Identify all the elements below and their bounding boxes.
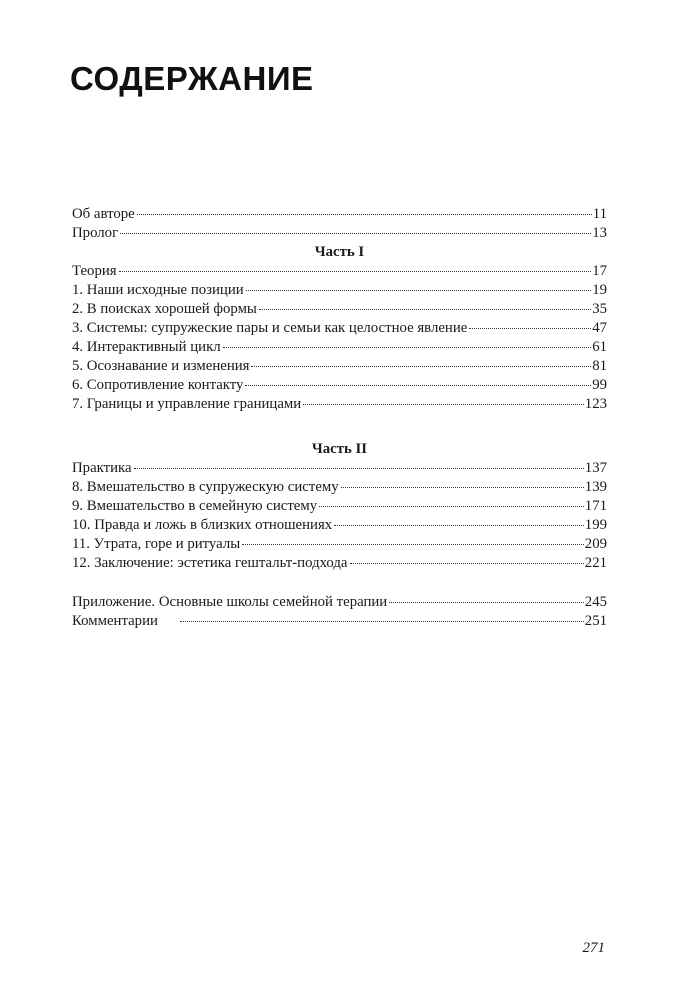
toc-entry-label: 3. Системы: супружеские пары и семьи как целостное явление — [72, 320, 468, 336]
toc-entry-page: 99 — [592, 377, 607, 393]
toc-entry-page: 123 — [584, 396, 607, 412]
toc-entry-label: 9. Вмешательство в семейную систему — [72, 498, 318, 514]
toc-entry-label: 11. Утрата, горе и ритуалы — [72, 536, 241, 552]
toc-entry-chapter-4[interactable] — [72, 338, 607, 357]
toc-entry-chapter-3[interactable] — [72, 319, 607, 338]
toc-entry-chapter-12[interactable] — [72, 554, 607, 573]
toc-entry-theory[interactable] — [72, 262, 607, 281]
toc-entry-about-author[interactable] — [72, 205, 607, 224]
dot-leader — [242, 544, 584, 545]
toc-entry-label: 10. Правда и ложь в близких отношениях — [72, 517, 333, 533]
table-of-contents — [72, 205, 607, 631]
dot-leader — [389, 602, 584, 603]
toc-entry-page: 171 — [584, 498, 607, 514]
toc-entry-page: 17 — [592, 263, 607, 279]
toc-entry-chapter-9[interactable] — [72, 497, 607, 516]
toc-entry-page: 209 — [584, 536, 607, 552]
toc-entry-page: 139 — [584, 479, 607, 495]
page-title: СОДЕРЖАНИЕ — [70, 60, 314, 97]
part-one-heading: Часть I — [314, 244, 365, 260]
dot-leader — [259, 309, 591, 310]
dot-leader — [319, 506, 584, 507]
toc-entry-page: 251 — [584, 613, 607, 629]
dot-leader — [137, 214, 592, 215]
part-two-heading: Часть II — [311, 441, 368, 457]
toc-entry-page: 245 — [584, 594, 607, 610]
dot-leader — [119, 271, 592, 272]
dot-leader — [180, 621, 584, 622]
toc-entry-label: 5. Осознавание и изменения — [72, 358, 250, 374]
toc-entry-comments[interactable] — [72, 612, 607, 631]
toc-entry-chapter-5[interactable] — [72, 357, 607, 376]
dot-leader — [223, 347, 592, 348]
toc-entry-label: 4. Интерактивный цикл — [72, 339, 221, 355]
toc-entry-page: 137 — [584, 460, 607, 476]
toc-entry-label: 6. Сопротивление контакту — [72, 377, 244, 393]
dot-leader — [350, 563, 584, 564]
toc-entry-label: 2. В поисках хорошей формы — [72, 301, 257, 317]
toc-entry-chapter-8[interactable] — [72, 478, 607, 497]
dot-leader — [469, 328, 591, 329]
toc-entry-appendix[interactable] — [72, 593, 607, 612]
toc-entry-chapter-1[interactable] — [72, 281, 607, 300]
dot-leader — [341, 487, 584, 488]
toc-entry-label: Приложение. Основные школы семейной терапии — [72, 594, 388, 610]
toc-entry-label: Об авторе — [72, 206, 135, 222]
dot-leader — [246, 290, 592, 291]
dot-leader — [251, 366, 591, 367]
toc-entry-page: 199 — [584, 517, 607, 533]
toc-entry-label: 8. Вмешательство в супружескую систему — [72, 479, 339, 495]
toc-entry-practice[interactable] — [72, 459, 607, 478]
toc-entry-chapter-6[interactable] — [72, 376, 607, 395]
toc-entry-label: Практика — [72, 460, 132, 476]
toc-entry-page: 19 — [592, 282, 607, 298]
toc-entry-chapter-10[interactable] — [72, 516, 607, 535]
section-spacer — [72, 573, 607, 593]
toc-entry-page: 35 — [592, 301, 607, 317]
toc-entry-page: 81 — [592, 358, 607, 374]
toc-entry-chapter-7[interactable] — [72, 395, 607, 414]
dot-leader — [245, 385, 591, 386]
dot-leader — [303, 404, 584, 405]
toc-entry-label: 12. Заключение: эстетика гештальт-подхода — [72, 555, 348, 571]
toc-entry-chapter-11[interactable] — [72, 535, 607, 554]
dot-leader — [134, 468, 584, 469]
toc-entry-page: 11 — [592, 206, 607, 222]
toc-entry-prologue[interactable] — [72, 224, 607, 243]
toc-entry-page: 47 — [592, 320, 607, 336]
toc-entry-label: Теория — [72, 263, 117, 279]
toc-entry-page: 61 — [592, 339, 607, 355]
toc-entry-page: 13 — [592, 225, 607, 241]
toc-entry-label: Комментарии — [72, 613, 158, 629]
page-number: 271 — [582, 940, 605, 956]
toc-entry-page: 221 — [584, 555, 607, 571]
section-spacer — [72, 414, 607, 440]
toc-entry-label: Пролог — [72, 225, 119, 241]
dot-leader — [120, 233, 591, 234]
dot-leader — [334, 525, 584, 526]
toc-entry-label: 1. Наши исходные позиции — [72, 282, 244, 298]
toc-entry-chapter-2[interactable] — [72, 300, 607, 319]
toc-entry-label: 7. Границы и управление границами — [72, 396, 302, 412]
